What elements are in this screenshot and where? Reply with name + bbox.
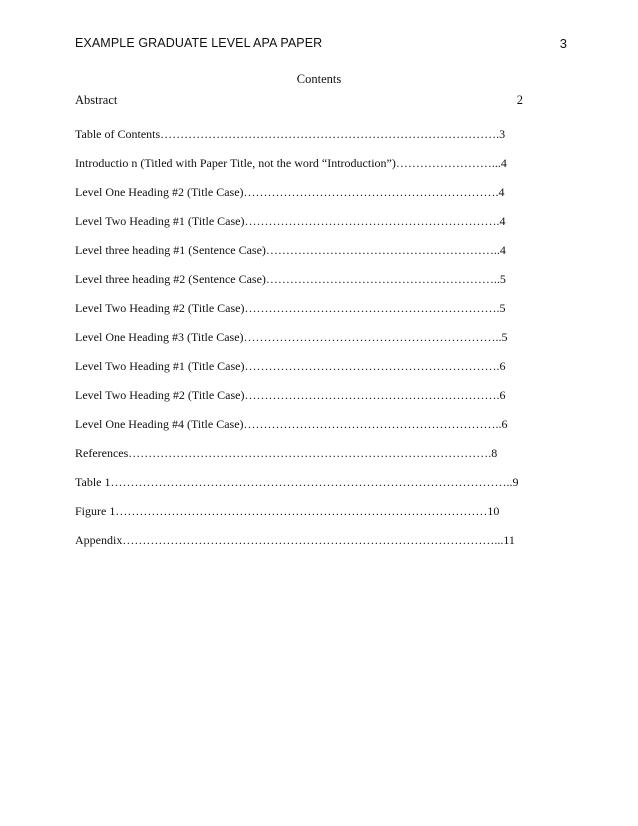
toc-entry: Figure 1…………………………………………………………………………………10 bbox=[75, 504, 500, 518]
toc-entry: Introductio n (Titled with Paper Title, not the word “Introduction”)……………………...4 bbox=[75, 156, 507, 170]
toc-entry-page: 2 bbox=[516, 93, 523, 107]
toc-entry: Level three heading #1 (Sentence Case)…………………………………………………..4 bbox=[75, 243, 506, 257]
toc-title: Contents bbox=[296, 72, 342, 86]
toc-entry: Level Two Heading #2 (Title Case)……………………………………………………….5 bbox=[75, 301, 506, 315]
toc-list bbox=[75, 127, 535, 562]
page-number: 3 bbox=[559, 36, 567, 51]
toc-entry: Level Two Heading #2 (Title Case)……………………………………………………….6 bbox=[75, 388, 506, 402]
toc-entry: Level One Heading #4 (Title Case)………………………………………………………..6 bbox=[75, 417, 508, 431]
running-head: EXAMPLE GRADUATE LEVEL APA PAPER bbox=[75, 36, 323, 50]
toc-entry-abstract bbox=[75, 93, 523, 108]
toc-entry-label: Abstract bbox=[75, 93, 118, 107]
toc-entry: Appendix…………………………………………………………………………………...11 bbox=[75, 533, 515, 547]
toc-entry: Table 1………………………………………………………………………………………..9 bbox=[75, 475, 519, 489]
toc-entry: Level One Heading #2 (Title Case)……………………………………………………….4 bbox=[75, 185, 505, 199]
toc-entry: Table of Contents………………………………………………………………………….3 bbox=[75, 127, 506, 141]
toc-entry: Level three heading #2 (Sentence Case)…………………………………………………..5 bbox=[75, 272, 506, 286]
toc-entry: Level Two Heading #1 (Title Case)……………………………………………………….6 bbox=[75, 359, 506, 373]
toc-entry: References……………………………………………………………………………….8 bbox=[75, 446, 498, 460]
toc-entry: Level Two Heading #1 (Title Case)……………………………………………………….4 bbox=[75, 214, 506, 228]
toc-entry: Level One Heading #3 (Title Case)………………………………………………………..5 bbox=[75, 330, 508, 344]
